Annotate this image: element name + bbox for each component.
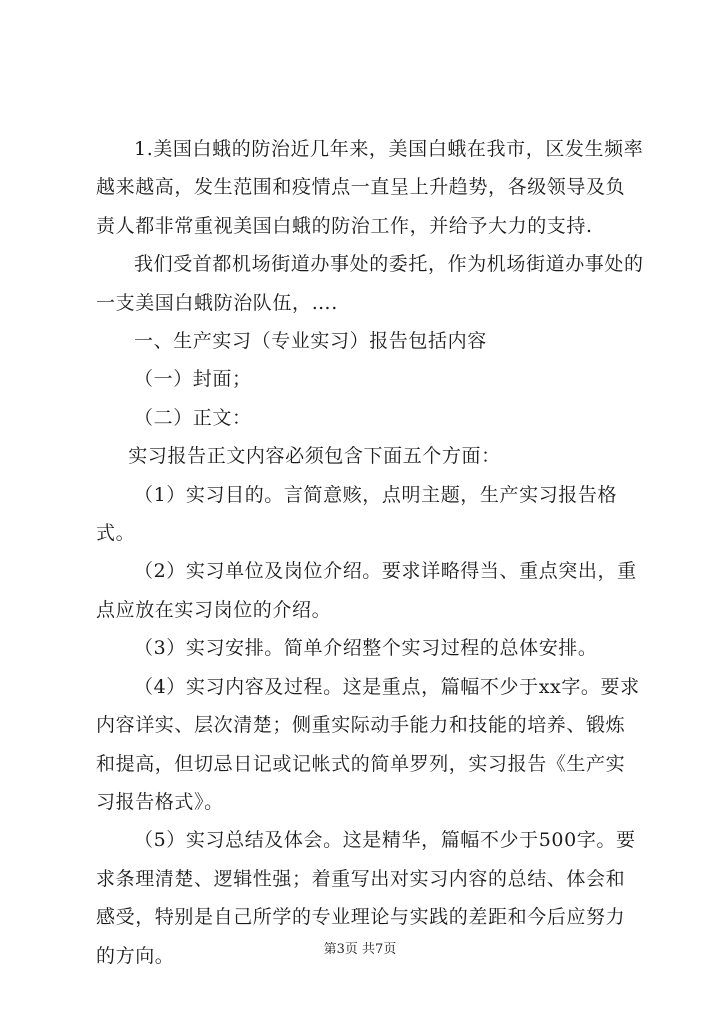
paragraph-commission: 我们受首都机场街道办事处的委托，作为机场街道办事处的一支美国白蛾防治队伍，…. — [96, 253, 644, 314]
document-body — [96, 130, 644, 975]
item-arrangement: （3）实习安排。简单介绍整个实习过程的总体安排。 — [134, 637, 598, 660]
item-cover: （一）封面； — [134, 368, 252, 391]
item-purpose: （1）实习目的。言简意赅，点明主题，生产实习报告格式。 — [96, 483, 618, 545]
item-unit-position: （2）实习单位及岗位介绍。要求详略得当、重点突出，重点应放在实习岗位的介绍。 — [96, 560, 637, 621]
section-heading-report-contents: 一、生产实习（专业实习）报告包括内容 — [134, 330, 487, 353]
page-number-footer: 第3页 共7页 — [323, 942, 397, 957]
item-content-process: （4）实习内容及过程。这是重点，篇幅不少于xx字。要求内容详实、层次清楚；侧重实际动手能力和技能的培养、锻炼和提高，但切忌日记或记帐式的简单罗列，实习报告《生产实习报告格式》。 — [96, 675, 640, 813]
item-main-text: （二）正文： — [134, 406, 252, 429]
item-summary: （5）实习总结及体会。这是精华，篇幅不少于500字。要求条理清楚、逻辑性强；着重写出对实习内容的总结、体会和感受，特别是自己所学的专业理论与实践的差距和今后应努力的方向。 — [96, 829, 636, 967]
paragraph-white-moth-intro: 1.美国白蛾的防治近几年来，美国白蛾在我市，区发生频率越来越高，发生范围和疫情点一直呈上升趋势，各级领导及负责人都非常重视美国白蛾的防治工作，并给予大力的支持. — [96, 138, 644, 237]
paragraph-five-aspects: 实习报告正文内容必须包含下面五个方面： — [128, 445, 501, 468]
